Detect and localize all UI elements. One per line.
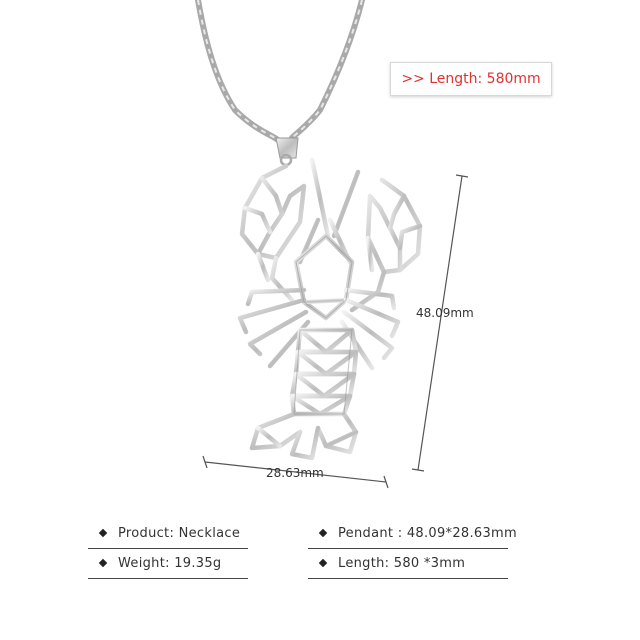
spec-product: Product: Necklace (100, 526, 240, 541)
length-badge-text: >> Length: 580mm (401, 71, 541, 87)
spec-value: 580 *3mm (393, 556, 466, 571)
height-label: 48.09mm (416, 306, 474, 320)
spec-underline (308, 578, 508, 579)
spec-label: Length (338, 556, 385, 571)
diamond-bullet-icon (99, 558, 107, 566)
spec-value: 19.35g (174, 556, 222, 571)
lobster-pendant (240, 160, 420, 458)
diamond-bullet-icon (99, 528, 107, 536)
width-label: 28.63mm (266, 466, 324, 480)
spec-label: Product (118, 526, 170, 541)
spec-weight: Weight: 19.35g (100, 556, 222, 571)
spec-underline (88, 578, 248, 579)
chain-links (198, 0, 362, 140)
spec-length: Length: 580 *3mm (320, 556, 465, 571)
spec-pendant: Pendant : 48.09*28.63mm (320, 526, 517, 541)
diamond-bullet-icon (319, 558, 327, 566)
height-dimension-line (412, 175, 468, 471)
spec-label: Weight (118, 556, 166, 571)
length-badge (390, 62, 552, 96)
spec-underline (88, 548, 248, 549)
spec-value: Necklace (178, 526, 241, 541)
diamond-bullet-icon (319, 528, 327, 536)
spec-underline (308, 548, 508, 549)
spec-value: 48.09*28.63mm (406, 526, 517, 541)
spec-label: Pendant (338, 526, 394, 541)
